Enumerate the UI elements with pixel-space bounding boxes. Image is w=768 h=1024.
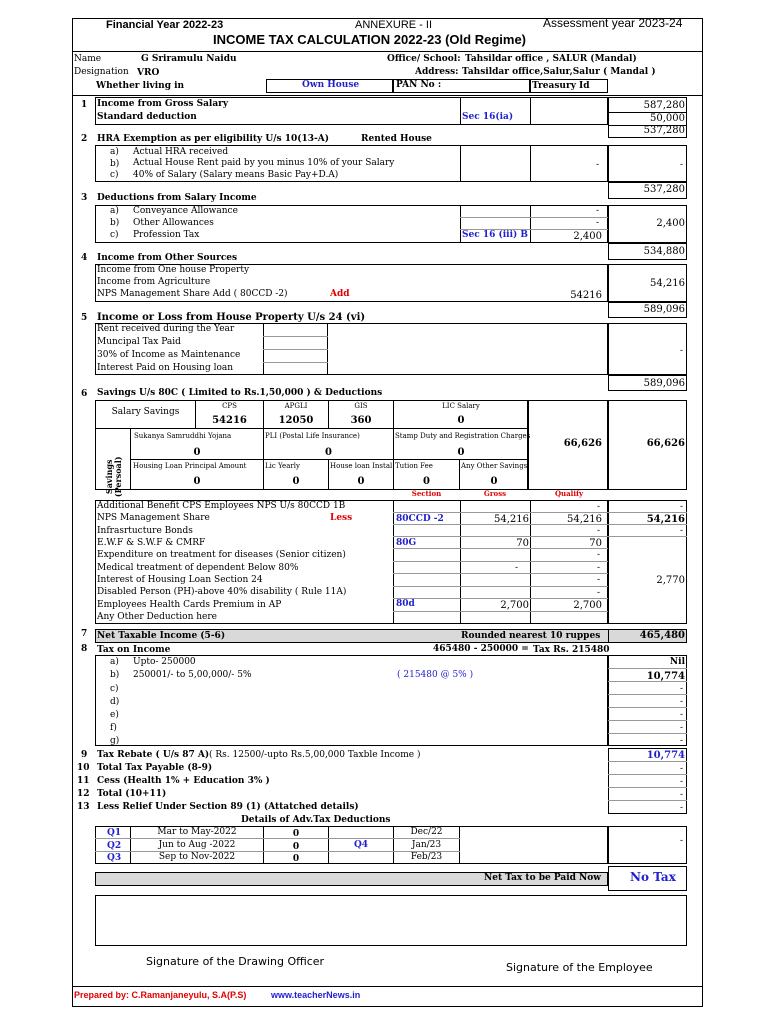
slab-c-value: - (680, 684, 684, 694)
ded-medical: Medical treatment of dependent Below 80% (97, 563, 299, 573)
sec5-valcol (608, 323, 687, 375)
tax-rule6 (608, 733, 687, 734)
ded-rule1 (393, 512, 687, 513)
address-label: Address: (415, 67, 459, 77)
ded-senior-qualify: - (597, 550, 601, 560)
q4-month3: Feb/23 (410, 852, 443, 862)
total-payable-label: Total Tax Payable (8-9) (97, 763, 213, 773)
lic-yearly-value: 0 (292, 476, 300, 487)
slab-a-text: Upto- 250000 (133, 657, 196, 667)
sec5-total: 589,096 (643, 378, 685, 389)
forty-percent: 40% of Salary (Salary means Basic Pay+D.A) (133, 170, 339, 180)
q2-period: Jun to Aug -2022 (158, 840, 236, 850)
ded-cps-1b: Additional Benefit CPS Employees NPS U/s 80CCD 1B (97, 501, 346, 511)
office-label: Office/ School: (387, 54, 461, 64)
savings-personal-label: Savings (Persoal) (104, 456, 123, 498)
other-allowances-value: - (596, 218, 600, 228)
pli-label: PLI (Postal Life Insurance) (265, 432, 360, 440)
adv-tax-value: - (680, 836, 684, 846)
sec1-total: 537,280 (643, 125, 685, 136)
sec1-divider (460, 97, 461, 125)
ded-nps-gross: 54,216 (494, 514, 529, 525)
slab-b-text: 250001/- to 5,00,000/- 5% (133, 670, 252, 680)
sec3-b: b) (110, 218, 120, 228)
sec2-number: 2 (81, 134, 88, 144)
row11-number: 11 (77, 776, 90, 786)
hra-title: HRA Exemption as per eligibility U/s 10(13-A) (97, 134, 330, 144)
net-tax-label: Net Tax to be Paid Now (484, 873, 602, 883)
sec2-valcol (608, 145, 687, 182)
gross-salary-label: Income from Gross Salary (97, 99, 229, 109)
add-marker: Add (330, 289, 350, 299)
ssy-label: Sukanya Samruddhi Yojana (134, 432, 232, 440)
rented-house: Rented House (361, 134, 432, 144)
nps-add-value: 54216 (570, 290, 602, 301)
employee-name: G Sriramulu Naidu (141, 54, 237, 64)
name-label: Name (74, 54, 102, 64)
ded-infra-value: - (680, 526, 684, 536)
one-house-property: Income from One house Property (97, 265, 250, 275)
lic-salary-value: 0 (457, 415, 465, 426)
savings-qualify: 66,626 (563, 438, 602, 449)
sec5-rule2 (263, 349, 328, 350)
rent-paid-value: - (596, 160, 600, 170)
address-value: Tahsildar office,Salur,Salur ( Mandal ) (462, 67, 656, 77)
ded-rule8 (393, 598, 608, 599)
ded-nps: NPS Management Share (97, 513, 210, 523)
lic-salary-label: LIC Salary (442, 402, 480, 410)
q3-period: Sep to Nov-2022 (158, 852, 236, 862)
hli-value: 0 (357, 476, 365, 487)
other-savings-value: 0 (490, 476, 498, 487)
slab-e-value: - (680, 710, 684, 720)
rent-paid: Actual House Rent paid by you minus 10% of your Salary (133, 158, 395, 168)
slab-d: d) (110, 697, 120, 707)
q2-label: Q2 (107, 841, 122, 851)
sec16iii: Sec 16 (iii) B (462, 230, 529, 240)
profession-tax-value: 2,400 (573, 231, 602, 242)
ded-ewf-qualify: 70 (589, 538, 602, 549)
sec1-divider2 (530, 97, 531, 125)
designation-label: Designation (74, 67, 129, 77)
std-deduction-label: Standard deduction (97, 112, 197, 122)
ded-qualify-divider (530, 500, 531, 624)
net-taxable-divider (608, 629, 609, 643)
other-allowances: Other Allowances (133, 218, 214, 228)
ded-health-gross: 2,700 (500, 600, 529, 611)
sec4-number: 4 (81, 253, 88, 263)
less-marker: Less (330, 513, 353, 523)
footer-rule (72, 986, 703, 987)
ded-housing-qualify: - (597, 575, 601, 585)
tax-rule4 (608, 707, 687, 708)
ded-rule4 (393, 548, 608, 549)
slab-g: g) (110, 736, 120, 746)
ded-rule6 (393, 573, 608, 574)
sec5-number: 5 (81, 313, 88, 323)
apgli-value: 12050 (278, 415, 314, 426)
sec3-c: c) (110, 230, 119, 240)
slab-f-value: - (680, 723, 684, 733)
sec5-rule (263, 336, 328, 337)
tax-rule5 (608, 720, 687, 721)
adv-valcol (608, 826, 687, 864)
std-deduction-value: 50,000 (650, 113, 685, 124)
section-header: Section (411, 489, 442, 498)
relief-value: - (680, 803, 684, 813)
section-rule (72, 95, 703, 96)
q1-period: Mar to May-2022 (157, 827, 237, 837)
sec4-value: 54,216 (650, 278, 685, 289)
other-sources-title: Income from Other Sources (97, 253, 238, 263)
savings-title: Savings U/s 80C ( Limited to Rs.1,50,000 ) & Deductions (97, 388, 383, 398)
employee-signature: Signature of the Employee (506, 961, 653, 974)
ded-disabled: Disabled Person (PH)-above 40% disability ( Rule 11A) (97, 587, 347, 597)
savings-header-rule (95, 428, 528, 429)
stamp-value: 0 (457, 447, 465, 458)
living-label: Whether living in (96, 81, 185, 91)
tax-slabs (95, 655, 608, 746)
header-rule (72, 51, 703, 52)
living-value: Own House (302, 80, 360, 90)
slab-g-value: - (680, 736, 684, 746)
office-value: Tahsildar office , SALUR (Mandal) (465, 54, 637, 64)
apgli-label: APGLI (284, 402, 308, 410)
sec3-divider2 (530, 205, 531, 243)
ded-medical-qualify: - (597, 563, 601, 573)
agriculture: Income from Agriculture (97, 277, 211, 287)
ded-rule7 (393, 586, 608, 587)
stamp-label: Stamp Duty and Registration Charges (395, 432, 531, 440)
hli-label: House loan Instal (330, 462, 393, 470)
muncipal-tax: Muncipal Tax Paid (97, 337, 181, 347)
hlp-value: 0 (193, 476, 201, 487)
savings-value: 66,626 (646, 438, 685, 449)
drawing-officer-signature: Signature of the Drawing Officer (146, 955, 325, 968)
pan-label: PAN No : (396, 80, 442, 90)
ded-other: Any Other Deduction here (97, 612, 217, 622)
tax-rule1 (608, 668, 687, 669)
gis-value: 360 (350, 415, 372, 426)
housing-interest: Interest Paid on Housing loan (97, 363, 234, 373)
row12-number: 12 (77, 789, 90, 799)
sec16ia: Sec 16(ia) (462, 112, 514, 122)
pli-value: 0 (325, 447, 332, 458)
ded-rule5 (393, 561, 608, 562)
ded-health-qualify: 2,700 (573, 600, 602, 611)
net-tax-value: No Tax (630, 870, 676, 884)
adv-div5 (459, 826, 460, 864)
ded-section-divider (393, 500, 394, 624)
slab-b-calc: ( 215480 @ 5% ) (397, 670, 474, 680)
cess-value: - (680, 777, 684, 787)
nps-add-label: NPS Management Share Add ( 80CCD -2) (97, 289, 288, 299)
deductions-total: 2,770 (656, 575, 685, 586)
q2-value: 0 (292, 842, 300, 852)
page-title: INCOME TAX CALCULATION 2022-23 (Old Regime) (213, 32, 526, 47)
rent-received: Rent received during the Year (97, 324, 235, 334)
ded-nps-qualify: 54,216 (567, 514, 602, 525)
q4-month1: Dec/22 (410, 827, 443, 837)
lic-yearly-label: Lic Yearly (265, 462, 300, 470)
tax-rule3 (608, 694, 687, 695)
hra-value: - (680, 160, 684, 170)
tution-fee-label: Tution Fee (395, 462, 433, 470)
cps-label: CPS (222, 402, 237, 410)
sec5-rule3 (263, 362, 328, 363)
qualify-header: Qualify (554, 489, 584, 498)
prepared-by: Prepared by: C.Ramanjaneyulu, S.A(P.S) (74, 990, 247, 1000)
sec3-a: a) (110, 206, 119, 216)
sum-rule4 (608, 800, 687, 801)
other-savings-label: Any Other Savings (461, 462, 528, 470)
ded-infra: Infrasrtucture Bonds (97, 526, 193, 536)
total-value: - (680, 790, 684, 800)
sec2-c: c) (110, 170, 119, 180)
slab-b: b) (110, 670, 120, 680)
sec1-number: 1 (81, 100, 88, 110)
slab-f: f) (110, 723, 117, 733)
slab-a-value: Nil (669, 657, 685, 667)
adv-tax-title: Details of Adv.Tax Deductions (241, 815, 391, 825)
sec8-number: 8 (81, 644, 88, 654)
tax-on-income: Tax on Income (97, 645, 171, 655)
rebate-note: ( Rs. 12500/-upto Rs.5,00,000 Taxble Income ) (209, 750, 421, 760)
website-link[interactable]: www.teacherNews.in (271, 990, 361, 1000)
sec2-b: b) (110, 159, 120, 169)
slab-c: c) (110, 684, 119, 694)
sum-rule3 (608, 787, 687, 788)
cess-label: Cess (Health 1% + Education 3% ) (97, 776, 270, 786)
total-payable-value: - (680, 764, 684, 774)
deductions-title: Deductions from Salary Income (97, 193, 257, 203)
sec3-value: 2,400 (656, 218, 685, 229)
sec3-total: 534,880 (643, 246, 685, 257)
sec3-divider (460, 205, 461, 243)
ded-cps-1b-qualify: - (597, 502, 601, 512)
sec2-divider2 (530, 145, 531, 182)
sec4-total: 589,096 (643, 304, 685, 315)
house-property-title: Income or Loss from House Property U/s 24 (vi) (97, 312, 366, 323)
ded-nps-value: 54,216 (646, 514, 685, 525)
slab-a: a) (110, 657, 119, 667)
ded-rule3 (393, 536, 687, 537)
sum-rule2 (608, 774, 687, 775)
conveyance: Conveyance Allowance (133, 206, 238, 216)
gross-header: Gross (483, 489, 507, 498)
q1-label: Q1 (107, 828, 122, 838)
q3-value: 0 (292, 854, 300, 864)
ded-gross-divider (460, 500, 461, 624)
tution-fee-value: 0 (423, 476, 430, 487)
rebate-label: Tax Rebate ( U/s 87 A) (97, 750, 210, 760)
relief-label: Less Relief Under Section 89 (1) (Attatched details) (97, 802, 359, 812)
gis-label: GIS (354, 402, 368, 410)
ded-housing: Interest of Housing Loan Section 24 (97, 575, 263, 585)
q1-value: 0 (292, 829, 300, 839)
q3-label: Q3 (107, 853, 122, 863)
rounded-label: Rounded nearest 10 ruppes (461, 631, 601, 641)
conveyance-value: - (596, 206, 600, 216)
slab-d-value: - (680, 697, 684, 707)
rebate-value: 10,774 (646, 750, 685, 761)
signature-box (95, 895, 687, 946)
q4-label: Q4 (353, 840, 369, 850)
q4-month2: Jan/23 (411, 840, 442, 850)
row13-number: 13 (77, 802, 90, 812)
actual-hra: Actual HRA received (133, 147, 229, 157)
sec2-divider (460, 145, 461, 182)
sec7-number: 7 (81, 629, 88, 639)
slab-e: e) (110, 710, 119, 720)
savings-mid-rule (130, 459, 528, 460)
sec2-a: a) (110, 147, 119, 157)
financial-year: Financial Year 2022-23 (106, 19, 224, 31)
treasury-label: Treasury Id (532, 81, 590, 91)
salary-savings-label: Salary Savings (111, 407, 180, 417)
ded-health: Employees Health Cards Premium in AP (97, 600, 282, 610)
cps-value: 54216 (212, 415, 247, 426)
tax-amount-label: Tax Rs. 215480 (533, 645, 610, 655)
ded-ewf-gross: 70 (516, 538, 529, 549)
row10-number: 10 (77, 763, 90, 773)
slab-b-value: 10,774 (646, 671, 685, 682)
designation-value: VRO (137, 68, 160, 78)
ded-nps-section: 80CCD -2 (396, 514, 444, 524)
ded-disabled-qualify: - (597, 588, 601, 598)
maintenance: 30% of Income as Maintenance (97, 350, 241, 360)
assessment-year: Assessment year 2023-24 (543, 16, 683, 30)
ded-medical-gross: - (515, 563, 519, 573)
sec5-value: - (680, 346, 684, 356)
sec2-total: 537,280 (643, 184, 685, 195)
annexure: ANNEXURE - II (355, 19, 433, 31)
row9-number: 9 (81, 750, 88, 760)
net-taxable-value: 465,480 (639, 630, 685, 641)
sec3-rule (460, 217, 608, 218)
ded-ewf: E.W.F & S.W.F & CMRF (97, 538, 206, 548)
ssy-value: 0 (193, 447, 201, 458)
sec3-number: 3 (81, 193, 88, 203)
ded-infra-qualify: - (597, 526, 601, 536)
tax-calc: 465480 - 250000 = (433, 644, 529, 654)
net-taxable-label: Net Taxable Income (5-6) (97, 631, 226, 641)
ded-ewf-section: 80G (396, 538, 417, 548)
sec6-number: 6 (81, 389, 88, 399)
profession-tax: Profession Tax (133, 230, 200, 240)
total-label: Total (10+11) (97, 789, 167, 799)
hlp-label: Housing Loan Principal Amount (133, 462, 247, 470)
ded-health-section: 80d (396, 599, 415, 609)
ded-senior: Expenditure on treatment for diseases (Senior citizen) (97, 550, 346, 560)
ded-cps-1b-value: - (680, 502, 684, 512)
gross-salary-value: 587,280 (643, 100, 685, 111)
